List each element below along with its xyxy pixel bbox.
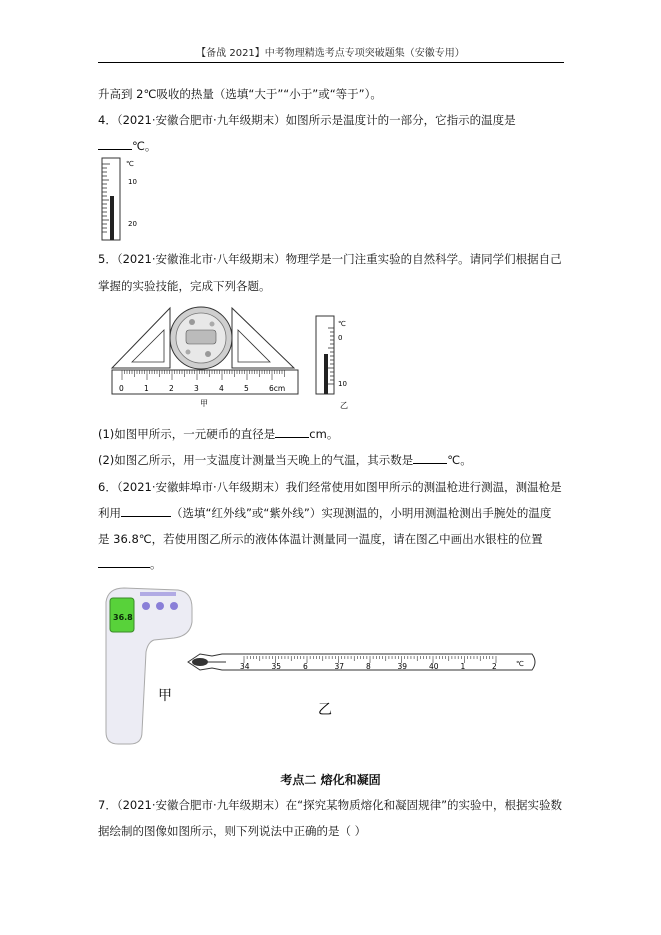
right-triangle-ruler xyxy=(232,308,294,368)
mercury-bulb xyxy=(192,658,208,666)
q5-thermo-unit: ℃ xyxy=(338,320,346,328)
clinical-tick-label: 40 xyxy=(429,662,439,671)
clinical-tick-label: 8 xyxy=(366,662,371,671)
q5-ruler-coin-figure xyxy=(108,300,308,410)
q5-liquid-column xyxy=(324,354,328,394)
q6-question-line4 xyxy=(98,556,162,572)
ruler-tick-label: 0 xyxy=(119,384,124,393)
q6-fig-a-label: 甲 xyxy=(158,688,172,704)
header-rule xyxy=(98,62,564,63)
q6-line2-prefix: 利用 xyxy=(98,506,121,520)
q5-thermo-tick-10: 10 xyxy=(338,380,347,388)
q4-answer-blank[interactable] xyxy=(98,149,132,150)
clinical-tick-label: 2 xyxy=(492,662,497,671)
q3-tail-text: 升高到 2℃吸收的热量（选填“大于”“小于”或“等于”）。 xyxy=(98,87,382,101)
gun-display-value: 36.8 xyxy=(113,613,133,622)
q6-answer-blank-1[interactable] xyxy=(121,516,171,517)
clinical-tick-label: 6 xyxy=(303,662,308,671)
q5-sub2-blank[interactable] xyxy=(413,463,447,464)
q5-sub1 xyxy=(98,426,338,442)
clinical-tick-label: 1 xyxy=(460,662,466,671)
gun-button-2 xyxy=(156,602,164,610)
q6-clinical-thermometer-figure xyxy=(186,644,542,716)
ruler-tick-label: 6cm xyxy=(269,384,286,393)
q6-question-line2 xyxy=(98,505,551,521)
clinical-unit: ℃ xyxy=(516,660,524,668)
ruler-tick-label: 3 xyxy=(194,384,199,393)
ruler-tick-label: 1 xyxy=(144,384,149,393)
q5-sub2 xyxy=(98,452,472,468)
q5-sub2-text: (2)如图乙所示，用一支温度计测量当天晚上的气温，其示数是 xyxy=(98,453,414,467)
q5-sub2-unit: ℃。 xyxy=(447,453,472,467)
q5-question-line2: 掌握的实验技能，完成下列各题。 xyxy=(98,279,271,293)
ruler-tick-label: 2 xyxy=(169,384,174,393)
q4-question-text: 4．（2021·安徽合肥市·九年级期末）如图所示是温度计的一部分，它指示的温度是 xyxy=(98,113,516,127)
q5-fig-a-label: 甲 xyxy=(200,399,208,408)
q4-thermometer-figure xyxy=(98,156,158,242)
clinical-tick-label: 39 xyxy=(397,662,408,671)
gun-button-1 xyxy=(142,602,150,610)
q5-fig-b-label: 乙 xyxy=(340,401,348,410)
q6-question-line1: 6．（2021·安徽蚌埠市·八年级期末）我们经常使用如图甲所示的测温枪进行测温，测温枪是 xyxy=(98,480,562,494)
q5-sub1-unit: cm。 xyxy=(309,427,339,441)
q7-question-line1: 7．（2021·安徽合肥市·九年级期末）在“探究某物质熔化和凝固规律”的实验中，根据实验数 xyxy=(98,798,563,812)
q4-thermo-unit: ℃ xyxy=(126,160,134,168)
q6-line4-suffix: 。 xyxy=(150,557,162,571)
q4-answer-line xyxy=(98,138,156,154)
q4-tick-label-upper: 10 xyxy=(128,178,137,186)
ruler-tick-label: 5 xyxy=(244,384,249,393)
q4-tick-label-lower: 20 xyxy=(128,220,137,228)
q5-question-line1: 5．（2021·安徽淮北市·八年级期末）物理学是一门注重实验的自然科学。请同学们根据自己 xyxy=(98,252,562,266)
clinical-tick-label: 37 xyxy=(334,662,345,671)
q6-answer-blank-2[interactable] xyxy=(98,567,150,568)
q4-unit: ℃。 xyxy=(132,139,157,153)
q5-thermo-tick-0: 0 xyxy=(338,334,343,342)
clinical-tick-label: 34 xyxy=(240,662,250,671)
q6-line2-suffix: （选填“红外线”或“紫外线”）实现测温的，小明用测温枪测出手腕处的温度 xyxy=(171,506,552,520)
q5-thermometer-figure xyxy=(312,314,372,412)
clinical-tick-label: 35 xyxy=(271,662,282,671)
ruler-tick-label: 4 xyxy=(219,384,224,393)
q6-thermometer-gun-figure xyxy=(100,582,200,750)
q5-sub1-blank[interactable] xyxy=(275,437,309,438)
q7-question-line2: 据绘制的图像如图所示，则下列说法中正确的是（ ） xyxy=(98,824,367,838)
left-triangle-ruler xyxy=(112,308,170,368)
q5-sub1-text: (1)如图甲所示，一元硬币的直径是 xyxy=(98,427,276,441)
section-title-melting: 考点二 熔化和凝固 xyxy=(280,773,381,787)
q4-liquid-column xyxy=(110,196,114,240)
gun-button-3 xyxy=(170,602,178,610)
q6-question-line3: 是 36.8℃，若使用图乙所示的液体体温计测量同一温度，请在图乙中画出水银柱的位置 xyxy=(98,532,543,546)
page-header: 【备战 2021】中考物理精选考点专项突破题集（安徽专用） xyxy=(196,48,465,59)
q6-fig-b-label: 乙 xyxy=(318,702,332,716)
